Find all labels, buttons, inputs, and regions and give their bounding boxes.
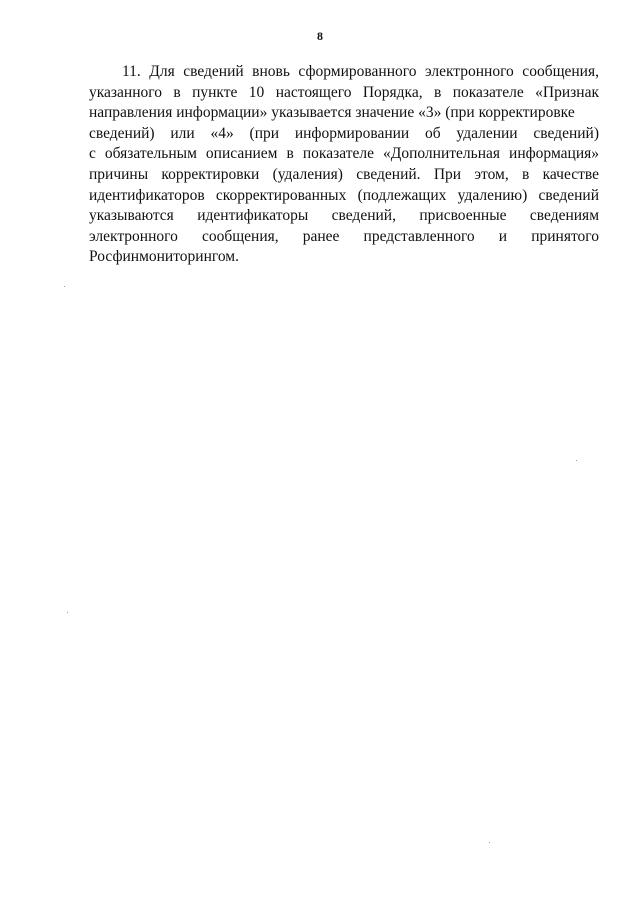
paragraph-line: указываются идентификаторы сведений, присвоенные сведениям xyxy=(89,207,599,225)
paragraph-line: Росфинмониторингом. xyxy=(89,248,239,266)
page-number: 8 xyxy=(317,29,323,43)
paragraph-line: с обязательным описанием в показателе «Дополнительная информация» xyxy=(89,145,599,163)
scan-speck xyxy=(67,612,68,613)
paragraph-line: направления информации» указывается значение «3» (при корректировке xyxy=(89,104,575,122)
paragraph-line: идентификаторов скорректированных (подлежащих удалению) сведений xyxy=(89,186,599,204)
scan-speck xyxy=(576,460,577,461)
paragraph-line: причины корректировки (удаления) сведений. При этом, в качестве xyxy=(89,165,599,183)
paragraph-line: сведений) или «4» (при информировании об удалении сведений) xyxy=(89,124,599,142)
scan-speck xyxy=(64,286,65,287)
scan-speck xyxy=(489,842,490,843)
paragraph-line: электронного сообщения, ранее представленного и принятого xyxy=(89,227,599,245)
paragraph-line: 11. Для сведений вновь сформированного электронного сообщения, xyxy=(122,63,599,80)
paragraph-line: указанного в пункте 10 настоящего Порядка, в показателе «Признак xyxy=(89,83,599,101)
paragraph-11 xyxy=(89,62,599,268)
